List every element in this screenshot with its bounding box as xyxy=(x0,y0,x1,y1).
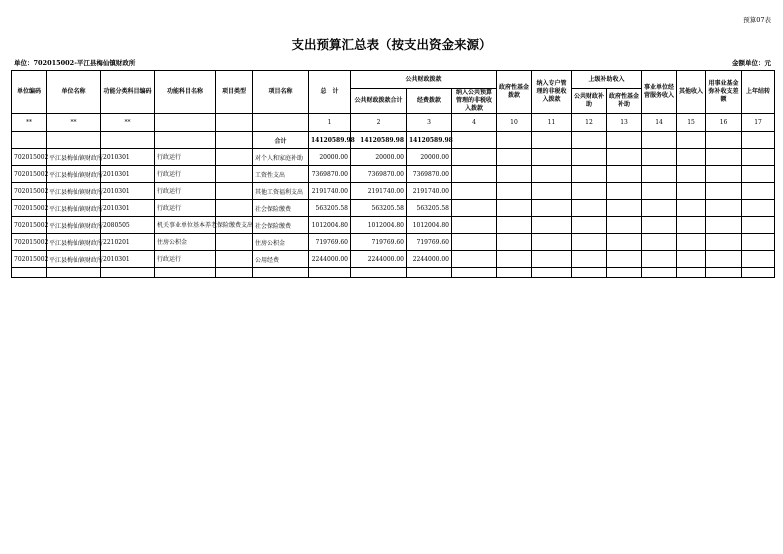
index-cell: 3 xyxy=(407,114,452,132)
cell-unit-name: 平江县梅仙镇财政所 xyxy=(47,217,101,234)
sum-total: 14120589.98 xyxy=(309,132,351,149)
empty-cell xyxy=(101,132,155,149)
empty-cell xyxy=(532,132,572,149)
empty-cell xyxy=(452,217,497,234)
cell-proj-type xyxy=(216,149,253,166)
cell-func-name: 行政运行 xyxy=(155,166,216,183)
cell-func-name: 行政运行 xyxy=(155,183,216,200)
index-cell: 13 xyxy=(607,114,642,132)
cell-unit-code: 702015002 xyxy=(12,217,47,234)
empty-cell xyxy=(497,217,532,234)
empty-cell xyxy=(572,200,607,217)
empty-cell xyxy=(742,149,775,166)
cell-func-name: 行政运行 xyxy=(155,149,216,166)
table-row xyxy=(12,166,775,183)
empty-cell xyxy=(642,132,677,149)
header-proj-name: 项目名称 xyxy=(253,71,309,114)
money-unit-label: 金额单位：元 xyxy=(732,59,771,67)
cell-operating: 2244000.00 xyxy=(407,251,452,268)
empty-cell xyxy=(452,234,497,251)
header-superior-pub: 公共财政补助 xyxy=(572,89,607,114)
budget-table xyxy=(11,70,775,278)
index-cell: 16 xyxy=(706,114,742,132)
header-service: 事业单位经营服务收入 xyxy=(642,71,677,114)
header-gov-fund: 政府性基金拨款 xyxy=(497,71,532,114)
cell-unit-code: 702015002 xyxy=(12,183,47,200)
cell-proj-type xyxy=(216,200,253,217)
index-cell xyxy=(155,114,216,132)
empty-cell xyxy=(532,183,572,200)
index-cell: 4 xyxy=(452,114,497,132)
empty-cell xyxy=(706,183,742,200)
form-code: 预算07表 xyxy=(743,16,771,24)
empty-cell xyxy=(452,132,497,149)
cell-func-code: 2010301 xyxy=(101,166,155,183)
cell-operating: 563205.58 xyxy=(407,200,452,217)
empty-cell xyxy=(642,166,677,183)
empty-cell xyxy=(497,251,532,268)
cell-public: 719769.60 xyxy=(351,234,407,251)
header-public-fin: 公共财政拨款 xyxy=(351,71,497,89)
header-carryover: 上年结转 xyxy=(742,71,775,114)
empty-cell xyxy=(497,166,532,183)
cell-operating: 7369870.00 xyxy=(407,166,452,183)
cell-operating: 20000.00 xyxy=(407,149,452,166)
cell-func-code: 2010301 xyxy=(101,149,155,166)
cell-proj-type xyxy=(216,234,253,251)
cell-func-code: 2010301 xyxy=(101,200,155,217)
table-row xyxy=(12,217,775,234)
empty-cell xyxy=(706,251,742,268)
empty-cell xyxy=(216,132,253,149)
sum-row xyxy=(12,132,775,149)
cell-public: 2244000.00 xyxy=(351,251,407,268)
empty-cell xyxy=(742,166,775,183)
empty-cell xyxy=(452,200,497,217)
cell-public: 2191740.00 xyxy=(351,183,407,200)
empty-cell xyxy=(706,166,742,183)
table-row xyxy=(12,251,775,268)
empty-cell xyxy=(452,149,497,166)
index-cell: 10 xyxy=(497,114,532,132)
empty-cell xyxy=(742,200,775,217)
page-title: 支出预算汇总表（按支出资金来源） xyxy=(291,37,492,52)
index-cell xyxy=(216,114,253,132)
cell-unit-code: 702015002 xyxy=(12,166,47,183)
unit-label: 单位：702015002-平江县梅仙镇财政所 xyxy=(14,59,136,67)
cell-proj-type xyxy=(216,166,253,183)
header-fund-makeup: 用事业基金弥补收支差额 xyxy=(706,71,742,114)
empty-cell xyxy=(532,149,572,166)
empty-cell xyxy=(572,166,607,183)
empty-cell xyxy=(642,251,677,268)
cell-func-code: 2010301 xyxy=(101,183,155,200)
empty-cell xyxy=(497,234,532,251)
cell-unit-name: 平江县梅仙镇财政所 xyxy=(47,149,101,166)
cell-func-name: 行政运行 xyxy=(155,251,216,268)
empty-cell xyxy=(706,132,742,149)
index-cell: 12 xyxy=(572,114,607,132)
empty-cell xyxy=(532,166,572,183)
cell-operating: 719769.60 xyxy=(407,234,452,251)
sum-public: 14120589.98 xyxy=(351,132,407,149)
cell-public: 1012004.80 xyxy=(351,217,407,234)
cell-operating: 1012004.80 xyxy=(407,217,452,234)
table-row xyxy=(12,234,775,251)
table-row xyxy=(12,183,775,200)
header-unit-name: 单位名称 xyxy=(47,71,101,114)
empty-cell xyxy=(572,149,607,166)
header-total: 总 计 xyxy=(309,71,351,114)
empty-cell xyxy=(677,166,706,183)
empty-cell xyxy=(607,251,642,268)
cell-total: 2244000.00 xyxy=(309,251,351,268)
empty-cell xyxy=(706,200,742,217)
empty-cell xyxy=(642,149,677,166)
empty-cell xyxy=(607,132,642,149)
empty-cell xyxy=(532,251,572,268)
cell-proj-name: 公用经费 xyxy=(253,251,309,268)
cell-total: 1012004.80 xyxy=(309,217,351,234)
cell-func-name: 行政运行 xyxy=(155,200,216,217)
cell-proj-type xyxy=(216,251,253,268)
cell-proj-name: 社会保险缴费 xyxy=(253,200,309,217)
index-cell: 11 xyxy=(532,114,572,132)
index-cell: 15 xyxy=(677,114,706,132)
empty-cell xyxy=(642,234,677,251)
index-cell: ** xyxy=(101,114,155,132)
header-other: 其他收入 xyxy=(677,71,706,114)
header-nontax: 纳入公共预算管理的非税收入拨款 xyxy=(452,89,497,114)
empty-cell xyxy=(742,183,775,200)
cell-unit-code: 702015002 xyxy=(12,251,47,268)
cell-total: 719769.60 xyxy=(309,234,351,251)
empty-cell xyxy=(532,234,572,251)
empty-cell xyxy=(572,234,607,251)
empty-cell xyxy=(706,234,742,251)
cell-unit-code: 702015002 xyxy=(12,149,47,166)
empty-cell xyxy=(742,217,775,234)
cell-func-code: 2010301 xyxy=(101,251,155,268)
header-func-code: 功能分类科目编码 xyxy=(101,71,155,114)
empty-cell xyxy=(452,166,497,183)
empty-cell xyxy=(607,200,642,217)
cell-unit-name: 平江县梅仙镇财政所 xyxy=(47,200,101,217)
header-func-name: 功能科目名称 xyxy=(155,71,216,114)
cell-proj-name: 住房公积金 xyxy=(253,234,309,251)
empty-cell xyxy=(742,234,775,251)
empty-cell xyxy=(572,217,607,234)
header-operating: 经费拨款 xyxy=(407,89,452,114)
empty-cell xyxy=(677,183,706,200)
cell-unit-code: 702015002 xyxy=(12,200,47,217)
empty-cell xyxy=(452,183,497,200)
empty-cell xyxy=(607,183,642,200)
empty-cell xyxy=(642,183,677,200)
index-cell xyxy=(253,114,309,132)
cell-total: 2191740.00 xyxy=(309,183,351,200)
empty-cell xyxy=(677,200,706,217)
empty-cell xyxy=(497,132,532,149)
empty-cell xyxy=(677,217,706,234)
cell-unit-name: 平江县梅仙镇财政所 xyxy=(47,234,101,251)
header-superior: 上级补助收入 xyxy=(572,71,642,89)
empty-cell xyxy=(572,183,607,200)
empty-cell xyxy=(706,149,742,166)
cell-unit-name: 平江县梅仙镇财政所 xyxy=(47,166,101,183)
table-row xyxy=(12,149,775,166)
blank-row xyxy=(12,268,775,278)
empty-cell xyxy=(155,132,216,149)
cell-proj-name: 工资性支出 xyxy=(253,166,309,183)
empty-cell xyxy=(47,132,101,149)
table-row xyxy=(12,200,775,217)
cell-public: 563205.58 xyxy=(351,200,407,217)
empty-cell xyxy=(497,200,532,217)
empty-cell xyxy=(607,166,642,183)
cell-public: 7369870.00 xyxy=(351,166,407,183)
empty-cell xyxy=(677,251,706,268)
empty-cell xyxy=(572,132,607,149)
cell-unit-name: 平江县梅仙镇财政所 xyxy=(47,183,101,200)
cell-func-code: 2210201 xyxy=(101,234,155,251)
header-proj-type: 项目类型 xyxy=(216,71,253,114)
header-public-fin-sub: 公共财政拨款合计 xyxy=(351,89,407,114)
cell-func-name: 机关事业单位基本养老保险缴费支出 xyxy=(155,217,216,234)
sum-label: 合计 xyxy=(253,132,309,149)
cell-unit-code: 702015002 xyxy=(12,234,47,251)
empty-cell xyxy=(497,183,532,200)
empty-cell xyxy=(742,251,775,268)
cell-unit-name: 平江县梅仙镇财政所 xyxy=(47,251,101,268)
empty-cell xyxy=(532,200,572,217)
index-cell: 2 xyxy=(351,114,407,132)
index-cell: 17 xyxy=(742,114,775,132)
empty-cell xyxy=(742,132,775,149)
empty-cell xyxy=(642,200,677,217)
cell-proj-name: 对个人和家庭补助 xyxy=(253,149,309,166)
cell-proj-name: 社会保险缴费 xyxy=(253,217,309,234)
cell-public: 20000.00 xyxy=(351,149,407,166)
sum-operating: 14120589.98 xyxy=(407,132,452,149)
cell-proj-type xyxy=(216,183,253,200)
cell-total: 20000.00 xyxy=(309,149,351,166)
index-cell: ** xyxy=(12,114,47,132)
header-special-nontax: 纳入专户管理的非税收入拨款 xyxy=(532,71,572,114)
header-superior-fund: 政府性基金补助 xyxy=(607,89,642,114)
empty-cell xyxy=(677,149,706,166)
empty-cell xyxy=(677,132,706,149)
empty-cell xyxy=(452,251,497,268)
empty-cell xyxy=(642,217,677,234)
empty-cell xyxy=(607,234,642,251)
empty-cell xyxy=(677,234,706,251)
index-row xyxy=(12,114,775,132)
index-cell: 14 xyxy=(642,114,677,132)
empty-cell xyxy=(12,132,47,149)
cell-operating: 2191740.00 xyxy=(407,183,452,200)
cell-func-name: 住房公积金 xyxy=(155,234,216,251)
empty-cell xyxy=(572,251,607,268)
empty-cell xyxy=(607,217,642,234)
empty-cell xyxy=(607,149,642,166)
header-unit-code: 单位编码 xyxy=(12,71,47,114)
cell-func-code: 2080505 xyxy=(101,217,155,234)
cell-proj-name: 其他工资福利支出 xyxy=(253,183,309,200)
cell-total: 7369870.00 xyxy=(309,166,351,183)
index-cell: ** xyxy=(47,114,101,132)
empty-cell xyxy=(532,217,572,234)
empty-cell xyxy=(497,149,532,166)
empty-cell xyxy=(706,217,742,234)
cell-total: 563205.58 xyxy=(309,200,351,217)
index-cell: 1 xyxy=(309,114,351,132)
